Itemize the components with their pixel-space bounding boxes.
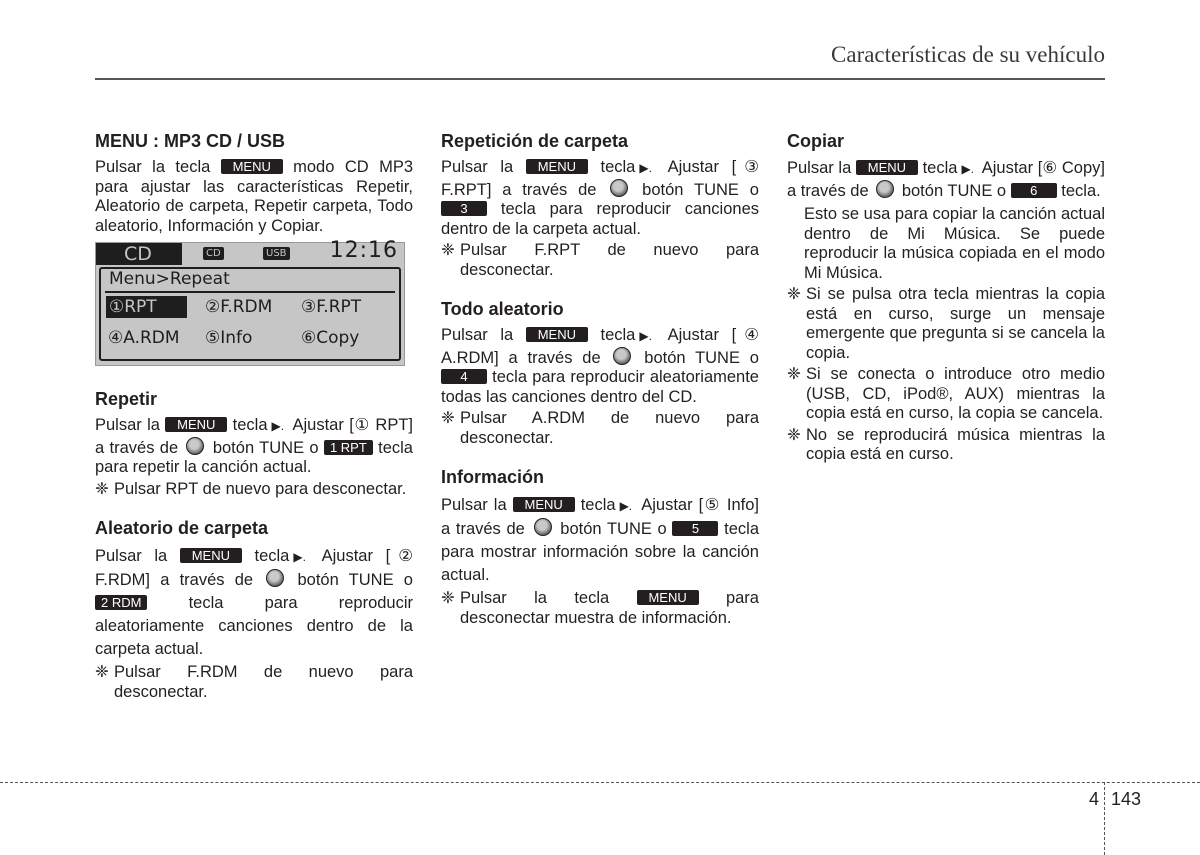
menu-key: MENU — [165, 417, 227, 432]
text: tecla — [600, 326, 636, 344]
lcd-option-frdm: ②F.RDM — [205, 297, 273, 317]
section-heading: Todo aleatorio — [441, 299, 564, 319]
text: tecla — [922, 159, 958, 177]
text: Pulsar la — [95, 547, 168, 565]
note-text: Pulsar F.RPT de nuevo para desconectar. — [460, 241, 759, 279]
text: Pulsar la — [441, 158, 514, 176]
section-info — [441, 466, 759, 628]
instruction — [787, 158, 1105, 202]
text: tecla para reproducir aleatoriamente todas las canciones dentro del CD. — [441, 368, 759, 406]
note-text: para desconectar muestra de información. — [460, 589, 759, 627]
lcd-option-rpt: ①RPT — [106, 296, 187, 318]
section-folder-repeat — [441, 130, 759, 280]
column-2 — [441, 130, 759, 646]
intro-text — [95, 158, 413, 236]
section-heading: Información — [441, 467, 545, 487]
note-mark-icon: ❈ — [787, 365, 801, 383]
note — [441, 241, 759, 280]
note — [95, 480, 413, 500]
menu-key: MENU — [526, 327, 588, 342]
arrow-right-icon: ▶. — [619, 499, 633, 513]
key-4: 4 — [441, 369, 487, 384]
text: Ajustar [① RPT] a través de — [95, 416, 413, 457]
instruction — [95, 416, 413, 478]
instruction — [441, 158, 759, 239]
tune-knob-icon — [610, 179, 628, 197]
lcd-option-info: ⑤Info — [205, 328, 253, 348]
note-mark-icon: ❈ — [441, 589, 455, 607]
text: tecla para reproducir aleatoriamente canciones dentro de la carpeta actual. — [95, 594, 414, 658]
text: tecla — [600, 158, 636, 176]
text: Pulsar la tecla — [95, 158, 211, 176]
note-text: Pulsar A.RDM de nuevo para desconectar. — [460, 409, 759, 447]
key-5: 5 — [672, 521, 718, 536]
header-rule — [95, 78, 1105, 80]
text: Ajustar [⑤ Info] a través de — [441, 496, 759, 538]
note-text: No se reproducirá música mientras la copia está en curso. — [806, 425, 1105, 463]
text: tecla para mostrar información sobre la canción actual. — [441, 520, 759, 584]
lcd-display — [95, 238, 405, 366]
note-mark-icon: ❈ — [441, 409, 455, 427]
section-heading: Repetir — [95, 389, 158, 409]
section-folder-random — [95, 517, 413, 702]
page-header-title: Características de su vehículo — [831, 42, 1105, 67]
lcd-rule — [105, 291, 395, 293]
text: tecla para repetir la canción actual. — [95, 438, 413, 476]
note-mark-icon: ❈ — [95, 663, 109, 681]
rpt-key: 1 RPT — [324, 440, 373, 455]
note-text: Pulsar la tecla — [460, 589, 610, 607]
text: botón TUNE o — [560, 520, 667, 538]
text: Pulsar la — [441, 326, 514, 344]
menu-key: MENU — [180, 548, 242, 563]
text: modo CD MP3 para ajustar las características Repetir, Aleatorio de carpeta, Repetir carpeta, Todo aleatorio, Información y Copiar. — [95, 158, 413, 235]
text: Ajustar [④ A.RDM] a través de — [441, 326, 759, 367]
column-1 — [95, 130, 413, 720]
text: botón TUNE o — [901, 182, 1007, 200]
footer-dashed-rule — [0, 782, 1200, 783]
text: Ajustar [⑥ Copy] a través de — [787, 159, 1105, 200]
note-mark-icon: ❈ — [787, 285, 801, 303]
lcd-mode: CD — [96, 243, 182, 265]
arrow-right-icon: ▶. — [639, 329, 652, 343]
lcd-status-bar — [96, 238, 404, 265]
note — [95, 663, 413, 702]
text: Pulsar la — [441, 496, 507, 514]
menu-key: MENU — [637, 590, 699, 605]
text: tecla — [580, 496, 616, 514]
key-3: 3 — [441, 201, 487, 216]
instruction — [95, 545, 413, 661]
note-mark-icon: ❈ — [787, 425, 801, 444]
arrow-right-icon: ▶. — [271, 419, 285, 433]
lcd-option-ardm: ④A.RDM — [108, 328, 180, 348]
note-text: Pulsar F.RDM de nuevo para desconectar. — [114, 663, 413, 701]
menu-key: MENU — [856, 160, 918, 175]
text: Ajustar [② F.RDM] a través de — [95, 547, 413, 589]
text: botón TUNE o — [212, 438, 319, 457]
section-copy — [787, 130, 1105, 465]
menu-key: MENU — [513, 497, 575, 512]
arrow-right-icon: ▶. — [961, 162, 974, 176]
chapter-number: 4 — [1089, 789, 1100, 809]
tune-knob-icon — [876, 180, 894, 198]
section-heading: Aleatorio de carpeta — [95, 518, 269, 538]
copy-description: Esto se usa para copiar la canción actual dentro de Mi Música. Se puede reproducir la música copiada en el modo Mi Música. — [804, 205, 1105, 282]
lcd-option-copy: ⑥Copy — [301, 328, 360, 348]
arrow-right-icon: ▶. — [639, 161, 652, 175]
note — [441, 589, 759, 628]
text: botón TUNE o — [642, 180, 759, 199]
note — [787, 285, 1105, 363]
text: tecla — [232, 416, 268, 434]
note — [787, 426, 1105, 465]
section-heading: MENU : MP3 CD / USB — [95, 131, 286, 151]
section-repeat — [95, 388, 413, 499]
note — [787, 365, 1105, 424]
cd-badge: CD — [203, 247, 224, 260]
text: botón TUNE o — [297, 571, 413, 589]
section-heading: Repetición de carpeta — [441, 131, 629, 151]
note-mark-icon: ❈ — [95, 479, 109, 498]
key-6: 6 — [1011, 183, 1057, 198]
section-all-random — [441, 298, 759, 448]
page-number: 143 — [1111, 789, 1142, 809]
lcd-menu-title: Menu>Repeat — [109, 269, 230, 289]
section-menu-mp3 — [95, 130, 413, 366]
note — [441, 409, 759, 448]
text: tecla. — [1061, 182, 1101, 200]
footer-dashed-divider — [1104, 782, 1105, 855]
note-text: Si se conecta o introduce otro medio (USB, CD, iPod®, AUX) mientras la copia está en curso, la copia se cancela. — [806, 365, 1105, 422]
lcd-menu-panel — [99, 267, 401, 361]
tune-knob-icon — [613, 347, 631, 365]
lcd-option-frpt: ③F.RPT — [301, 297, 362, 317]
text: botón TUNE o — [644, 348, 759, 367]
tune-knob-icon — [534, 518, 552, 536]
text: Ajustar [③ F.RPT] a través de — [441, 158, 759, 199]
tune-knob-icon — [266, 569, 284, 587]
section-heading: Copiar — [787, 131, 845, 151]
text: tecla — [254, 547, 290, 565]
usb-badge: USB — [263, 247, 290, 260]
tune-knob-icon — [186, 437, 204, 455]
note-text: Si se pulsa otra tecla mientras la copia está en curso, surge un mensaje emergente que pregunta si se cancela la copia. — [806, 285, 1105, 362]
note-mark-icon: ❈ — [441, 241, 455, 259]
instruction — [441, 494, 759, 587]
instruction — [441, 326, 759, 407]
note-text: Pulsar RPT de nuevo para desconectar. — [114, 479, 407, 498]
rdm-key: 2 RDM — [95, 595, 147, 610]
arrow-right-icon: ▶. — [293, 550, 306, 564]
text: Pulsar la — [787, 159, 852, 177]
menu-key: MENU — [526, 159, 588, 174]
text: tecla para reproducir canciones dentro de la carpeta actual. — [441, 200, 759, 238]
menu-key: MENU — [221, 159, 283, 174]
lcd-clock: 12:16 — [329, 238, 398, 263]
text: Pulsar la — [95, 416, 160, 434]
column-3 — [787, 130, 1105, 483]
